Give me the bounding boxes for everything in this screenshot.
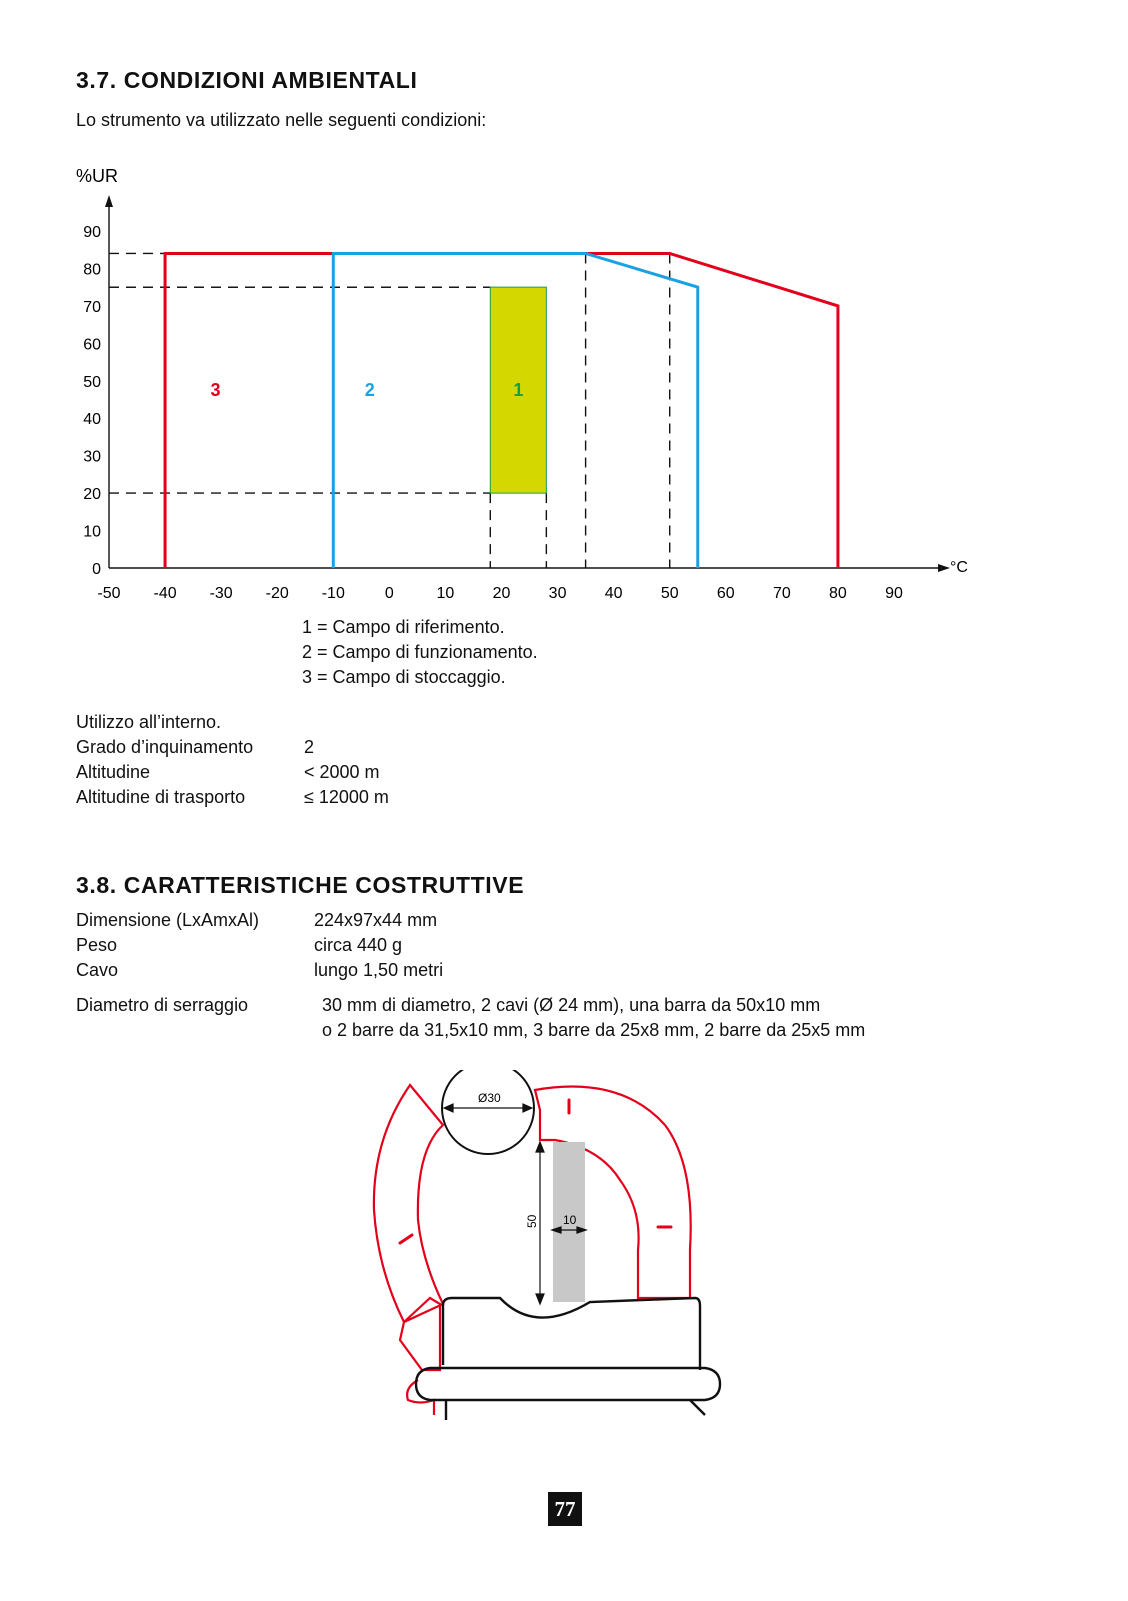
condition-row-value: < 2000 m: [304, 762, 380, 782]
x-tick-label: -50: [97, 585, 121, 602]
condition-row-label: Utilizzo all’interno.: [76, 712, 222, 732]
y-tick-label: 50: [83, 373, 101, 391]
y-tick-label: 10: [83, 523, 101, 541]
clamp-figure: [360, 1070, 760, 1450]
cable-circle: [442, 1070, 534, 1154]
legend-item: 1 = Campo di riferimento.: [302, 617, 505, 637]
condition-row-label: Grado d’inquinamento: [76, 737, 254, 757]
condition-row-value: ≤ 12000 m: [304, 787, 389, 807]
series-3-label: 3: [210, 379, 221, 400]
y-tick-label: 30: [83, 448, 101, 466]
instrument-body: [416, 1298, 720, 1420]
spec-row-value: circa 440 g: [314, 935, 403, 955]
environment-chart: [0, 150, 1128, 620]
y-tick-label: 40: [83, 411, 101, 429]
x-tick-label: 90: [885, 585, 903, 602]
spec-row-label: Cavo: [76, 960, 119, 980]
y-axis-label: %UR: [76, 166, 119, 186]
section-title-construction: 3.8. CARATTERISTICHE COSTRUTTIVE: [76, 872, 525, 898]
x-tick-label: -20: [265, 585, 289, 602]
x-tick-label: -40: [153, 585, 177, 602]
x-tick-label: 80: [829, 585, 847, 602]
y-tick-label: 0: [92, 561, 101, 578]
condition-row-label: Altitudine: [76, 762, 151, 782]
spec-row-label: Dimensione (LxAmxAl): [76, 910, 260, 930]
x-tick-label: 20: [492, 585, 511, 602]
y-axis-arrow: [105, 195, 113, 207]
clamp-line-1: 30 mm di diametro, 2 cavi (Ø 24 mm), una barra da 50x10 mm: [322, 995, 821, 1015]
clamp-jaw-outline: [374, 1085, 691, 1415]
series-2-label: 2: [364, 379, 375, 400]
x-tick-label: 40: [604, 585, 623, 602]
legend-item: 2 = Campo di funzionamento.: [302, 642, 538, 662]
legend-item: 3 = Campo di stoccaggio.: [302, 667, 506, 687]
y-tick-label: 80: [83, 261, 101, 279]
x-tick-label: 60: [716, 585, 735, 602]
section-title-environment: 3.7. CONDIZIONI AMBIENTALI: [76, 67, 418, 93]
series-1-label: 1: [513, 379, 524, 400]
y-tick-label: 60: [83, 336, 101, 354]
clamp-label: Diametro di serraggio: [76, 995, 249, 1015]
x-tick-label: -10: [321, 585, 345, 602]
intro-text: Lo strumento va utilizzato nelle seguenti condizioni:: [76, 110, 487, 130]
clamp-line-2: o 2 barre da 31,5x10 mm, 3 barre da 25x8 mm, 2 barre da 25x5 mm: [322, 1020, 866, 1040]
x-tick-label: 30: [548, 585, 567, 602]
y-tick-label: 90: [83, 224, 101, 241]
y-tick-label: 20: [83, 486, 101, 504]
x-tick-label: 50: [660, 585, 679, 602]
bar-height-label: 50: [525, 1214, 539, 1228]
spec-row-value: lungo 1,50 metri: [314, 960, 444, 980]
condition-row-value: 2: [304, 737, 315, 757]
diameter-label: Ø30: [478, 1091, 501, 1105]
x-tick-label: 10: [436, 585, 455, 602]
x-tick-label: -30: [209, 585, 233, 602]
x-axis-label: °C: [950, 559, 968, 576]
spec-row-value: 224x97x44 mm: [314, 910, 438, 930]
y-tick-label: 70: [83, 298, 101, 316]
bar-width-label: 10: [563, 1213, 577, 1227]
x-tick-label: 0: [384, 585, 394, 602]
spec-row-label: Peso: [76, 935, 118, 955]
condition-row-label: Altitudine di trasporto: [76, 787, 246, 807]
x-tick-label: 70: [772, 585, 791, 602]
page-number: 77: [548, 1492, 582, 1526]
x-axis-arrow: [938, 564, 950, 572]
